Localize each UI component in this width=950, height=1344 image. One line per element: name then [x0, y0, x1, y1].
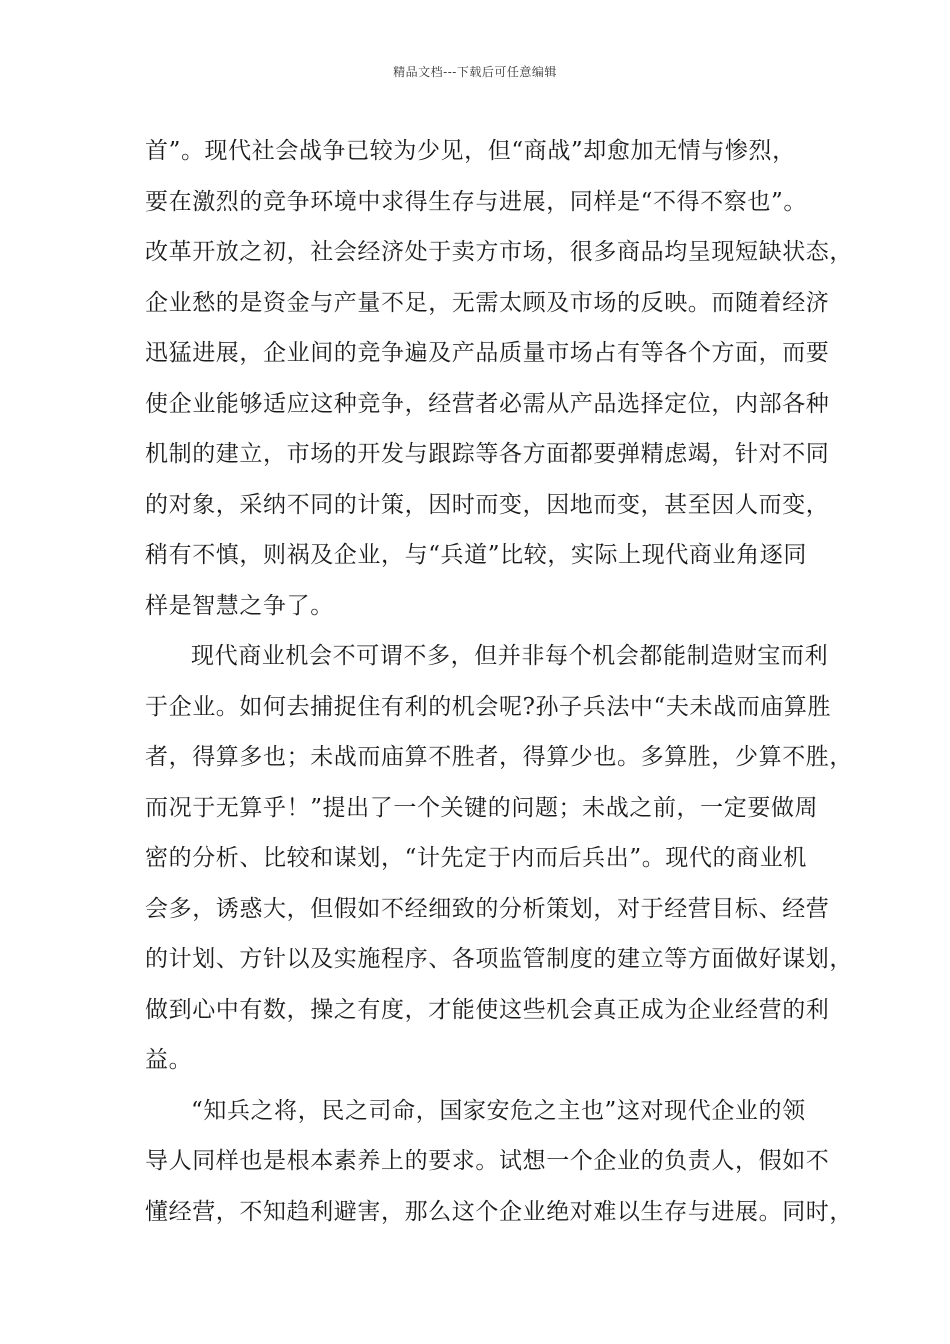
text-line: 要在激烈的竞争环境中求得生存与进展，同样是“不得不察也”。	[145, 188, 807, 215]
text-line: 导人同样也是根本素养上的要求。试想一个企业的负责人，假如不	[145, 1148, 830, 1174]
text-line: 密的分析、比较和谋划，“计先定于内而后兵出”。现代的商业机	[145, 845, 807, 871]
text-line: 稍有不慎，则祸及企业，与“兵道”比较，实际上现代商业角逐同	[145, 542, 807, 568]
text-line: 于企业。如何去捕捉住有利的机会呢?孙子兵法中“夫未战而庙算胜	[145, 693, 832, 720]
text-line: 改革开放之初，社会经济处于卖方市场，很多商品均呈现短缺状态，	[145, 239, 853, 265]
text-line: 机制的建立，市场的开发与跟踪等各方面都要弹精虑竭，针对不同	[145, 441, 830, 467]
text-line: 做到心中有数，操之有度，才能使这些机会真正成为企业经营的利	[145, 996, 830, 1023]
text-line: “知兵之将，民之司命，国家安危之主也”这对现代企业的领	[191, 1097, 806, 1124]
document-body	[145, 126, 853, 1237]
text-line: 懂经营，不知趋利避害，那么这个企业绝对难以生存与进展。同时，	[145, 1198, 853, 1225]
text-line: 迅猛进展，企业间的竞争遍及产品质量市场占有等各个方面，而要	[145, 340, 830, 366]
text-line: 使企业能够适应这种竞争，经营者必需从产品选择定位，内部各种	[145, 390, 830, 417]
page-header: 精品文档---下载后可任意编辑	[393, 65, 557, 79]
text-line: 益。	[145, 1047, 193, 1073]
text-line: 样是智慧之争了。	[145, 592, 334, 619]
text-line: 现代商业机会不可谓不多，但并非每个机会都能制造财宝而利	[191, 643, 829, 669]
text-line: 者，得算多也；未战而庙算不胜者，得算少也。多算胜，少算不胜，	[145, 744, 853, 770]
text-line: 而况于无算乎！”提出了一个关键的问题；未战之前，一定要做周	[145, 794, 819, 821]
paragraph-1	[145, 126, 853, 631]
paragraph-3	[145, 1086, 853, 1238]
text-line: 首”。现代社会战争已较为少见，但“商战”却愈加无情与惨烈，	[145, 138, 796, 164]
text-line: 的计划、方针以及实施程序、各项监管制度的建立等方面做好谋划，	[145, 946, 853, 972]
text-line: 企业愁的是资金与产量不足，无需太顾及市场的反映。而随着经济	[145, 289, 830, 316]
paragraph-2	[145, 631, 853, 1086]
text-line: 会多，诱惑大，但假如不经细致的分析策划，对于经营目标、经营	[145, 895, 830, 922]
text-line: 的对象，采纳不同的计策，因时而变，因地而变，甚至因人而变，	[145, 491, 830, 518]
